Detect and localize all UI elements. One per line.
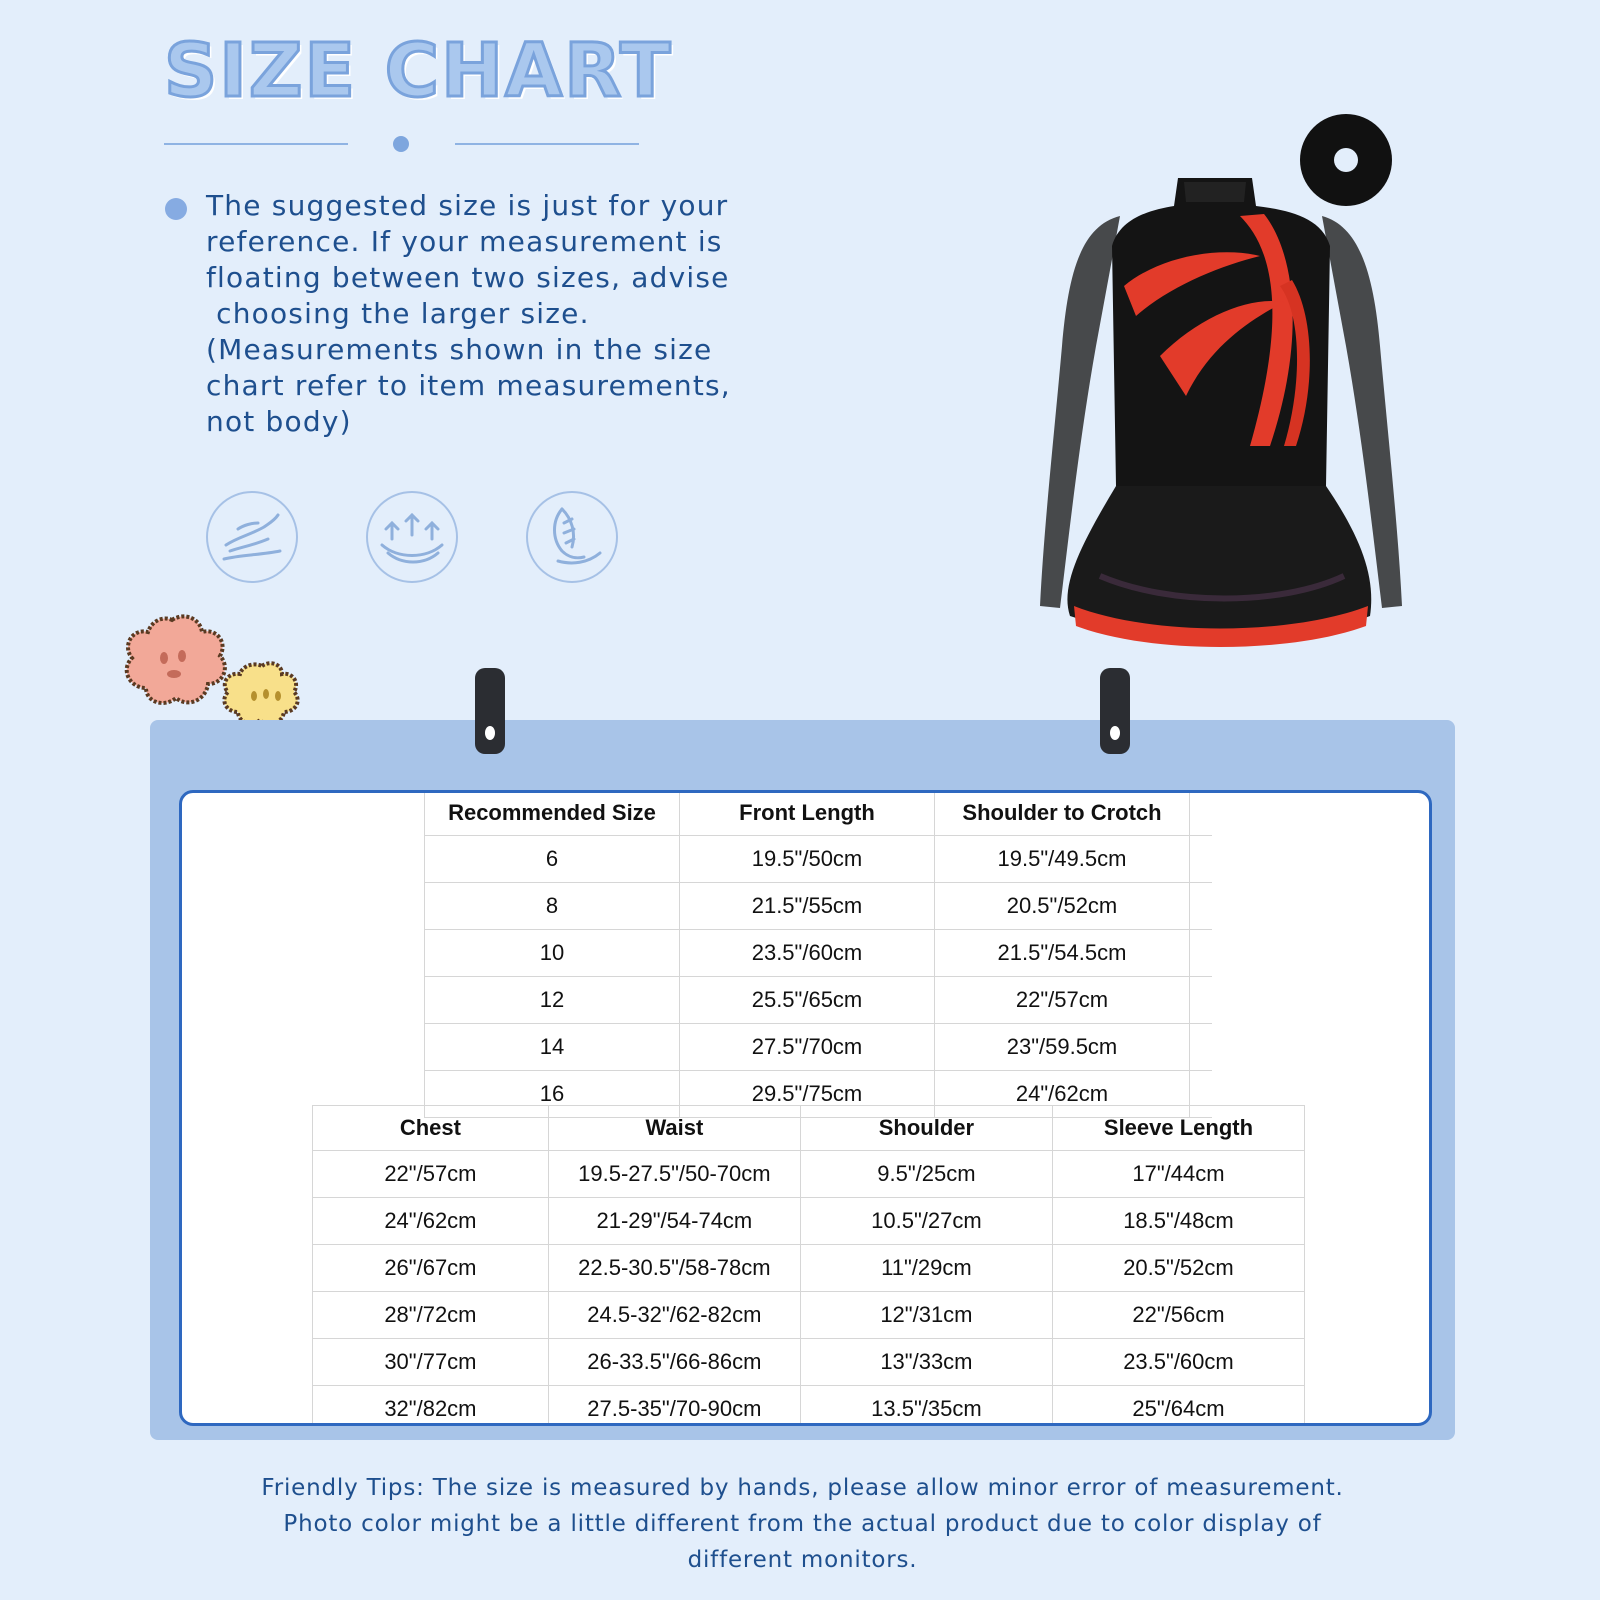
table-row (425, 930, 1213, 977)
advice-line: reference. If your measurement is (206, 225, 723, 258)
soft-touch-icon (206, 491, 298, 583)
table-cell: 25"/64cm (1052, 1386, 1304, 1427)
binder-clip-left (475, 668, 505, 754)
table-header-row (313, 1106, 1305, 1151)
advice-line: not body) (206, 405, 352, 438)
table-cell: 30"/77cm (313, 1339, 549, 1386)
size-table-paper (179, 790, 1432, 1426)
table-row (425, 883, 1213, 930)
bullet-dot-icon (165, 198, 187, 220)
table-cell: 24"/62cm (313, 1198, 549, 1245)
advice-line: (Measurements shown in the size (206, 333, 713, 366)
table-row (425, 1024, 1213, 1071)
table-filler-cell (1190, 883, 1213, 930)
table-cell: 10.5"/27cm (800, 1198, 1052, 1245)
table-cell: 26"/67cm (313, 1245, 549, 1292)
table-filler-cell (1190, 791, 1213, 836)
table-filler-cell (1190, 930, 1213, 977)
table-cell: 23"/59.5cm (935, 1024, 1190, 1071)
column-header: Sleeve Length (1052, 1106, 1304, 1151)
table-cell: 6 (425, 836, 680, 883)
table-filler-cell (1190, 836, 1213, 883)
binder-clip-right (1100, 668, 1130, 754)
table-cell: 32"/82cm (313, 1386, 549, 1427)
table-cell: 17"/44cm (1052, 1151, 1304, 1198)
table-cell: 27.5"/70cm (680, 1024, 935, 1071)
column-header: Waist (548, 1106, 800, 1151)
table-cell: 14 (425, 1024, 680, 1071)
table-row (425, 977, 1213, 1024)
table-cell: 24.5-32"/62-82cm (548, 1292, 800, 1339)
tips-line: Photo color might be a little different from the actual product due to color display of (283, 1511, 1322, 1537)
table-row (313, 1151, 1305, 1198)
table-cell: 27.5-35"/70-90cm (548, 1386, 800, 1427)
tips-line: different monitors. (687, 1547, 918, 1573)
table-cell: 18.5"/48cm (1052, 1198, 1304, 1245)
title-divider-dot (393, 136, 409, 152)
table-cell: 12"/31cm (800, 1292, 1052, 1339)
advice-line: choosing the larger size. (206, 297, 590, 330)
column-header: Front Length (680, 791, 935, 836)
title-divider-right (455, 143, 639, 145)
column-header: Recommended Size (425, 791, 680, 836)
table-cell: 22"/57cm (313, 1151, 549, 1198)
table-cell: 22"/57cm (935, 977, 1190, 1024)
table-cell: 11"/29cm (800, 1245, 1052, 1292)
table-filler-cell (1190, 977, 1213, 1024)
table-row (313, 1198, 1305, 1245)
table-cell: 19.5"/50cm (680, 836, 935, 883)
table-cell: 22"/56cm (1052, 1292, 1304, 1339)
table-filler-cell (1190, 1024, 1213, 1071)
advice-line: The suggested size is just for your (206, 189, 729, 222)
table-cell: 19.5"/49.5cm (935, 836, 1190, 883)
table-row (313, 1245, 1305, 1292)
table-cell: 22.5-30.5"/58-78cm (548, 1245, 800, 1292)
size-table-widths (312, 1105, 1305, 1426)
table-header-row (425, 791, 1213, 836)
lightweight-feather-icon (526, 491, 618, 583)
table-row (425, 836, 1213, 883)
size-table-lengths (424, 790, 1212, 1118)
tips-line: Friendly Tips: The size is measured by hands, please allow minor error of measurement. (261, 1475, 1344, 1501)
column-header: Shoulder (800, 1106, 1052, 1151)
advice-line: chart refer to item measurements, (206, 369, 731, 402)
table-cell: 26-33.5"/66-86cm (548, 1339, 800, 1386)
table-cell: 12 (425, 977, 680, 1024)
table-cell: 28"/72cm (313, 1292, 549, 1339)
table-cell: 23.5"/60cm (680, 930, 935, 977)
table-row (313, 1292, 1305, 1339)
table-cell: 10 (425, 930, 680, 977)
table-cell: 13"/33cm (800, 1339, 1052, 1386)
table-cell: 24"/62cm (935, 1071, 1190, 1118)
table-cell: 20.5"/52cm (935, 883, 1190, 930)
table-cell: 16 (425, 1071, 680, 1118)
table-cell: 8 (425, 883, 680, 930)
table-row (313, 1339, 1305, 1386)
title-divider-left (164, 143, 348, 145)
stretch-icon (366, 491, 458, 583)
table-cell: 20.5"/52cm (1052, 1245, 1304, 1292)
skating-dress-image (1040, 106, 1410, 676)
table-cell: 21-29"/54-74cm (548, 1198, 800, 1245)
size-advice-text (206, 188, 846, 440)
column-header: Chest (313, 1106, 549, 1151)
table-cell: 23.5"/60cm (1052, 1339, 1304, 1386)
table-row (313, 1386, 1305, 1427)
table-cell: 29.5"/75cm (680, 1071, 935, 1118)
friendly-tips (150, 1470, 1455, 1578)
table-cell: 19.5-27.5"/50-70cm (548, 1151, 800, 1198)
table-cell: 21.5"/55cm (680, 883, 935, 930)
column-header: Shoulder to Crotch (935, 791, 1190, 836)
table-cell: 13.5"/35cm (800, 1386, 1052, 1427)
table-cell: 21.5"/54.5cm (935, 930, 1190, 977)
page-title: SIZE CHART (164, 28, 673, 114)
advice-line: floating between two sizes, advise (206, 261, 730, 294)
table-cell: 25.5"/65cm (680, 977, 935, 1024)
table-cell: 9.5"/25cm (800, 1151, 1052, 1198)
